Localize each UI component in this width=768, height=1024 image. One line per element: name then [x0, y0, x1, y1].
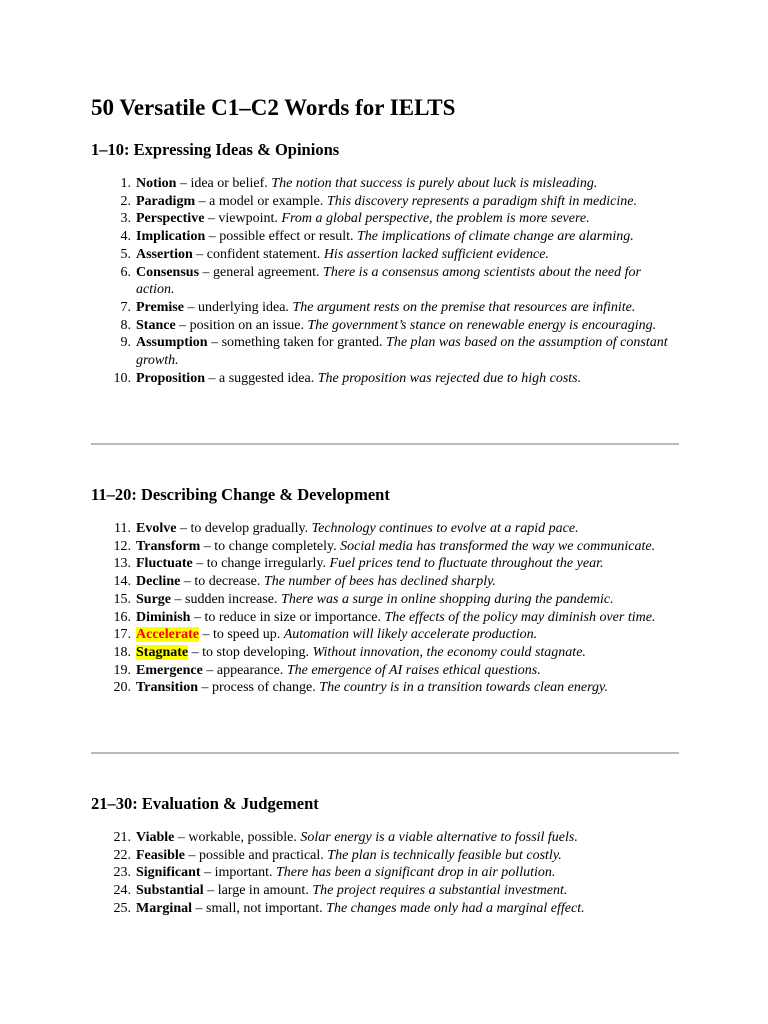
list-item [0, 662, 681, 680]
item-number: 14. [113, 574, 131, 590]
list-item [0, 370, 681, 388]
list-item [0, 228, 681, 246]
definition: – possible and practical. [185, 847, 328, 863]
definition: – to change irregularly. [192, 556, 330, 572]
definition: – viewpoint. [204, 211, 282, 227]
term: Proposition [136, 370, 205, 386]
term: Substantial [136, 883, 204, 899]
list-item [0, 626, 681, 644]
definition: – large in amount. [203, 883, 313, 899]
term: Consensus [136, 264, 200, 280]
item-number: 20. [113, 680, 131, 696]
term: Decline [136, 574, 181, 590]
term: Diminish [136, 609, 191, 625]
list-item [0, 882, 681, 900]
example-sentence: The changes made only had a marginal effect. [326, 900, 585, 916]
term: Paradigm [136, 193, 196, 209]
section-heading: 1–10: Expressing Ideas & Opinions [91, 140, 340, 159]
list-item [0, 555, 681, 573]
example-sentence: The country is in a transition towards clean energy. [319, 680, 608, 696]
example-sentence: From a global perspective, the problem is more severe. [281, 211, 590, 227]
item-number: 18. [113, 644, 131, 660]
list-item [0, 864, 681, 882]
definition: – position on an issue. [175, 317, 308, 333]
item-number: 2. [120, 193, 131, 209]
example-sentence: The implications of climate change are alarming. [357, 229, 634, 245]
example-sentence: The effects of the policy may diminish over time. [384, 609, 656, 625]
item-number: 16. [113, 609, 131, 625]
list-item [0, 900, 681, 918]
definition: – process of change. [197, 680, 320, 696]
definition: – possible effect or result. [205, 229, 357, 245]
item-number: 3. [120, 211, 131, 227]
example-sentence: The emergence of AI raises ethical questions. [286, 662, 541, 678]
item-number: 25. [113, 900, 131, 916]
list-item [0, 246, 681, 264]
definition: – workable, possible. [174, 830, 301, 845]
example-sentence: Social media has transformed the way we communicate. [340, 538, 656, 554]
list-item [0, 538, 681, 556]
definition: – to speed up. [198, 627, 284, 643]
example-sentence: Fuel prices tend to fluctuate throughout the year. [329, 556, 604, 572]
section-divider [91, 752, 679, 754]
definition: – to change completely. [200, 538, 341, 554]
example-sentence: His assertion lacked sufficient evidence. [323, 246, 549, 262]
example-sentence: This discovery represents a paradigm shift in medicine. [326, 193, 637, 209]
term: Transition [136, 680, 198, 696]
definition: – sudden increase. [171, 591, 282, 607]
item-number: 22. [113, 847, 131, 863]
item-number: 19. [113, 662, 131, 678]
document-title: 50 Versatile C1–C2 Words for IELTS [91, 95, 456, 120]
definition: – to decrease. [180, 574, 264, 590]
list-item [0, 317, 681, 335]
list-item [0, 210, 681, 228]
list-item [0, 609, 681, 627]
list-item [0, 334, 681, 369]
list-item [0, 829, 681, 847]
item-number: 1. [120, 176, 131, 191]
item-number: 13. [113, 556, 131, 572]
highlighted-term: Accelerate [136, 627, 199, 643]
term: Feasible [136, 847, 185, 863]
definition: – to develop gradually. [176, 521, 312, 536]
example-sentence: The argument rests on the premise that resources are infinite. [292, 299, 636, 315]
term: Perspective [136, 211, 205, 227]
term: Viable [136, 830, 175, 845]
term: Transform [136, 538, 201, 554]
term: Emergence [136, 662, 203, 678]
item-number: 9. [120, 335, 131, 351]
item-number: 17. [113, 627, 131, 643]
section-divider [91, 443, 679, 445]
item-number: 7. [120, 299, 131, 315]
example-sentence: There is a consensus among scientists about the need for action. [136, 264, 641, 298]
example-sentence: Without innovation, the economy could stagnate. [312, 644, 586, 660]
definition: – underlying idea. [183, 299, 293, 315]
term: Surge [136, 591, 171, 607]
example-sentence: The project requires a substantial investment. [312, 883, 568, 899]
definition: – a suggested idea. [204, 370, 318, 386]
item-number: 11. [114, 521, 131, 536]
definition: – to reduce in size or importance. [190, 609, 385, 625]
item-number: 15. [113, 591, 131, 607]
list-item [0, 264, 681, 299]
term: Significant [136, 865, 201, 881]
example-sentence: Automation will likely accelerate production. [283, 627, 538, 643]
term: Implication [136, 229, 206, 245]
term: Premise [136, 299, 184, 315]
list-item [0, 847, 681, 865]
example-sentence: The notion that success is purely about luck is misleading. [271, 176, 598, 191]
definition: – general agreement. [199, 264, 324, 280]
list-item [0, 644, 681, 662]
item-number: 23. [113, 865, 131, 881]
example-sentence: There has been a significant drop in air pollution. [276, 865, 556, 881]
list-item [0, 591, 681, 609]
term: Assertion [136, 246, 193, 262]
item-number: 24. [113, 883, 131, 899]
item-number: 8. [120, 317, 131, 333]
highlighted-term: Stagnate [136, 644, 189, 660]
item-number: 10. [113, 370, 131, 386]
term: Stance [136, 317, 176, 333]
item-number: 21. [113, 830, 131, 845]
list-item [0, 520, 681, 538]
example-sentence: Solar energy is a viable alternative to fossil fuels. [300, 830, 578, 845]
word-list [0, 520, 768, 697]
definition: – important. [200, 865, 277, 881]
item-number: 4. [120, 229, 131, 245]
definition: – small, not important. [192, 900, 327, 916]
term: Notion [136, 176, 177, 191]
list-item [0, 573, 681, 591]
example-sentence: There was a surge in online shopping during the pandemic. [281, 591, 614, 607]
term: Evolve [136, 521, 177, 536]
list-item [0, 175, 681, 193]
definition: – appearance. [202, 662, 287, 678]
section-heading: 21–30: Evaluation & Judgement [91, 794, 319, 813]
term: Assumption [136, 335, 208, 351]
example-sentence: The government’s stance on renewable energy is encouraging. [307, 317, 657, 333]
word-list [0, 829, 768, 918]
definition: – a model or example. [195, 193, 327, 209]
definition: – confident statement. [192, 246, 324, 262]
term: Fluctuate [136, 556, 193, 572]
example-sentence: The plan was based on the assumption of constant growth. [136, 335, 668, 369]
item-number: 5. [120, 246, 131, 262]
term: Marginal [136, 900, 192, 916]
list-item [0, 299, 681, 317]
section-heading: 11–20: Describing Change & Development [91, 485, 390, 504]
word-list [0, 175, 768, 387]
item-number: 12. [113, 538, 131, 554]
definition: – idea or belief. [176, 176, 272, 191]
list-item [0, 193, 681, 211]
example-sentence: Technology continues to evolve at a rapid pace. [311, 521, 579, 536]
definition: – something taken for granted. [207, 335, 387, 351]
example-sentence: The proposition was rejected due to high costs. [317, 370, 582, 386]
definition: – to stop developing. [188, 644, 313, 660]
item-number: 6. [120, 264, 131, 280]
example-sentence: The number of bees has declined sharply. [263, 574, 497, 590]
example-sentence: The plan is technically feasible but costly. [327, 847, 562, 863]
list-item [0, 679, 681, 697]
